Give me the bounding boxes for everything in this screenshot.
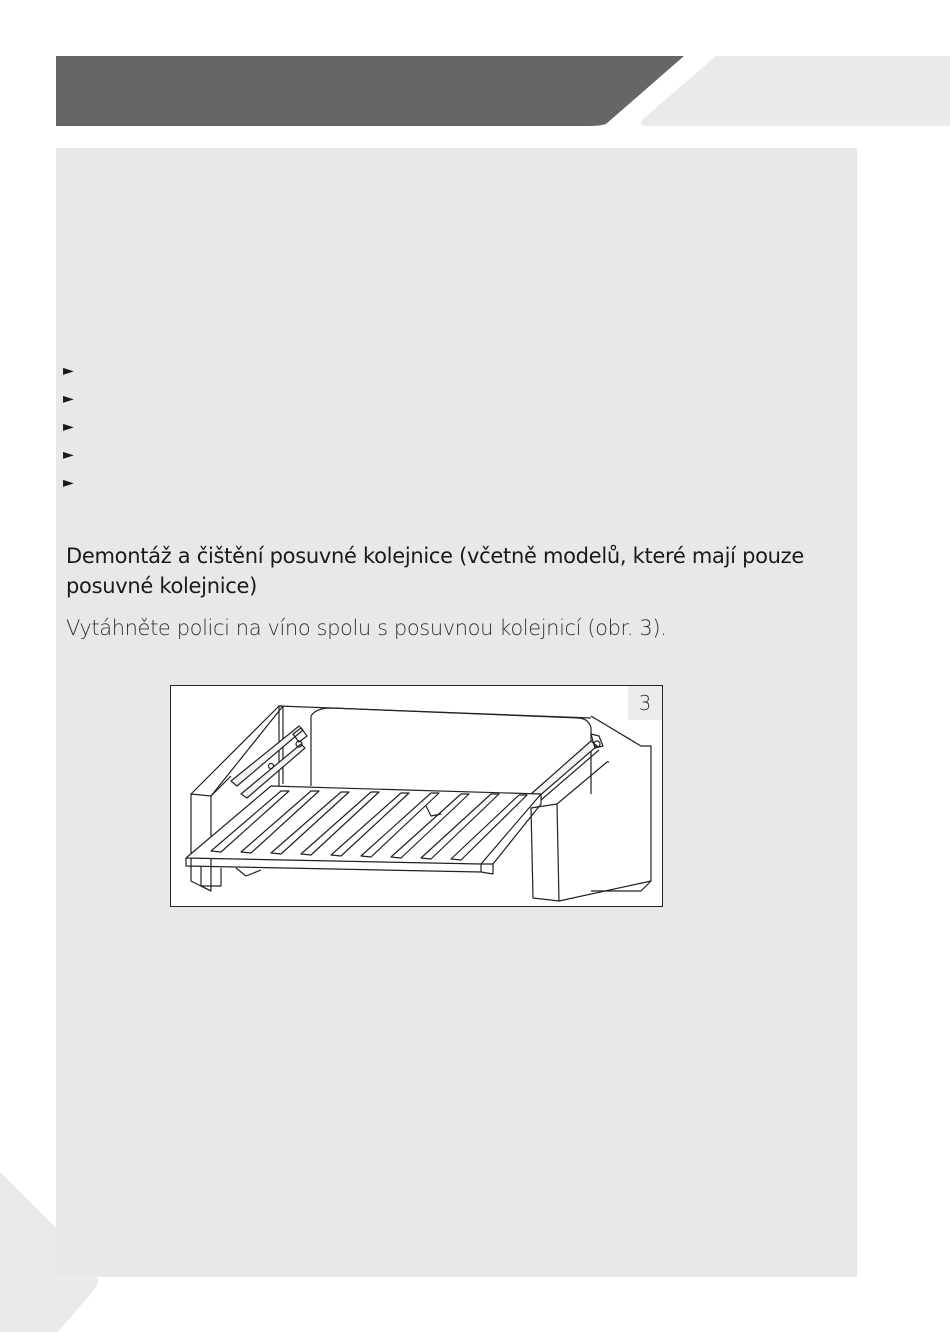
bullet-triangle-icon: ►	[63, 447, 74, 463]
list-item	[63, 473, 83, 501]
bullet-triangle-icon: ►	[63, 475, 74, 491]
list-item	[63, 445, 83, 473]
figure-number: 3	[628, 686, 662, 720]
list-item	[63, 361, 83, 389]
corner-decoration	[0, 1172, 110, 1332]
list-item	[63, 417, 83, 445]
section-heading: Demontáž a čištění posuvné kolejnice (včetně modelů, které mají pouze posuvné kolejnice)	[66, 544, 804, 598]
header-light-tab	[641, 56, 950, 126]
bullet-triangle-icon: ►	[63, 363, 74, 379]
bullet-triangle-icon: ►	[63, 391, 74, 407]
right-rail	[531, 741, 597, 798]
wine-shelf-illustration	[171, 686, 662, 906]
header-dark-tab	[56, 56, 684, 126]
bullet-list	[63, 361, 83, 501]
figure-3	[170, 685, 663, 907]
right-front-panel	[531, 804, 559, 901]
instruction-text: Vytáhněte polici na víno spolu s posuvnou kolejnicí (obr. 3).	[66, 616, 667, 640]
header-banner	[0, 0, 950, 130]
bullet-triangle-icon: ►	[63, 419, 74, 435]
list-item	[63, 389, 83, 417]
